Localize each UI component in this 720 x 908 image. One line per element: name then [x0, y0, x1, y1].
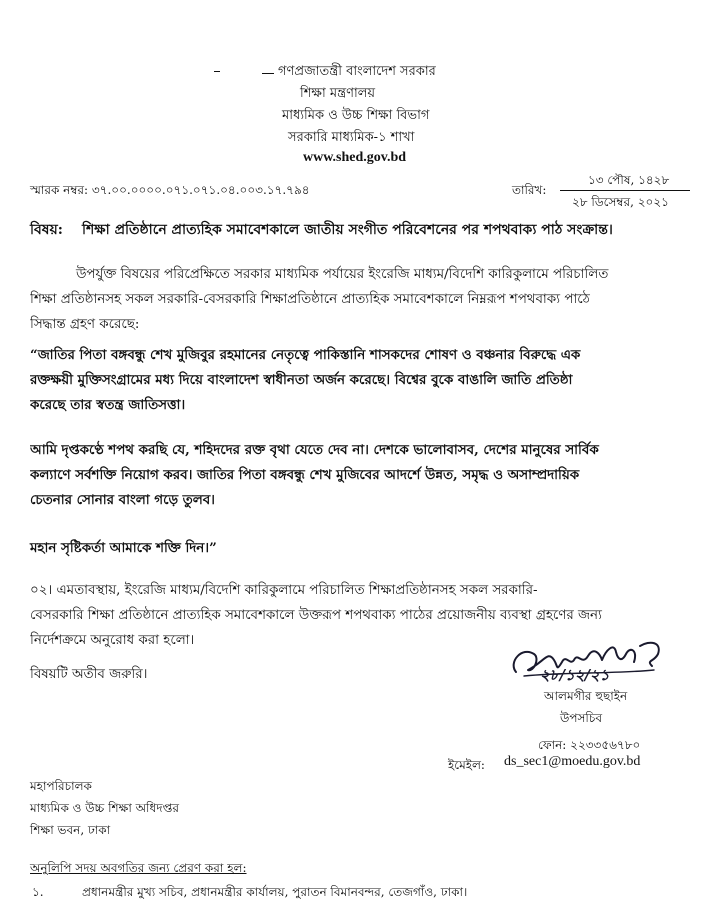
para-two-line: ০২। এমতাবস্থায়, ইংরেজি মাধ্যম/বিদেশি কারিকুলামে পরিচালিত শিক্ষাপ্রতিষ্ঠানসহ সকল সরকারি-	[30, 583, 538, 598]
signatory-email[interactable]: ds_sec1@moedu.gov.bd	[504, 754, 641, 769]
signatory-phone: ফোন: ২২৩৩৫৬৭৮০	[538, 738, 641, 752]
subject-text: শিক্ষা প্রতিষ্ঠানে প্রাত্যহিক সমাবেশকালে জাতীয় সংগীত পরিবেশনের পর শপথবাক্য পাঠ সংক্রান্ত।	[82, 222, 613, 238]
para-two-line: বেসরকারি শিক্ষা প্রতিষ্ঠানে প্রাত্যহিক সমাবেশকালে উক্তরূপ শপথবাক্য পাঠের প্রয়োজনীয় ব্যবস্থা গ্রহণের জন্য	[30, 608, 602, 623]
oath-line: করেছে তার স্বতন্ত্র জাতিসত্তা।	[30, 397, 186, 413]
recipient-address: শিক্ষা ভবন, ঢাকা	[30, 823, 111, 837]
oath-line: “জাতির পিতা বঙ্গবন্ধু শেখ মুজিবুর রহমানের নেতৃত্বে পাকিস্তানি শাসকদের শোষণ ও বঞ্চনার বিরুদ্ধে এক	[30, 347, 581, 363]
section-name: সরকারি মাধ্যমিক-১ শাখা	[288, 130, 415, 145]
division-name: মাধ্যমিক ও উচ্চ শিক্ষা বিভাগ	[282, 108, 430, 123]
subject-label: বিষয়:	[30, 222, 63, 238]
recipient-title: মহাপরিচালক	[30, 779, 92, 793]
oath-line: রক্তক্ষয়ী মুক্তিসংগ্রামের মধ্য দিয়ে বাংলাদেশ স্বাধীনতা অর্জন করেছে। বিশ্বের বুকে বাঙালি জাতি প্রতিষ্ঠা	[30, 372, 573, 388]
email-label: ইমেইল:	[448, 758, 485, 772]
recipient-office: মাধ্যমিক ও উচ্চ শিক্ষা অধিদপ্তর	[30, 801, 179, 815]
ministry-name: শিক্ষা মন্ত্রণালয়	[300, 86, 376, 101]
oath-closing: মহান সৃষ্টিকর্তা আমাকে শক্তি দিন।”	[30, 540, 217, 556]
oath-paragraph-2	[30, 438, 694, 513]
copy-item-text: প্রধানমন্ত্রীর মুখ্য সচিব, প্রধানমন্ত্রীর কার্যালয়, পুরাতন বিমানবন্দর, তেজগাঁও, ঢাকা।	[82, 885, 468, 899]
scan-mark	[214, 71, 220, 72]
header-dash	[262, 73, 274, 74]
oath-line: কল্যাণে সর্বশক্তি নিয়োগ করব। জাতির পিতা বঙ্গবন্ধু শেখ মুজিবের আদর্শে উন্নত, সমৃদ্ধ ও অসাম্প্রদায়িক	[30, 467, 580, 483]
website-link[interactable]: www.shed.gov.bd	[303, 150, 407, 165]
date-label: তারিখ:	[512, 183, 547, 197]
oath-line: চেতনার সোনার বাংলা গড়ে তুলব।	[30, 492, 215, 508]
signatory-name: আলমগীর হুছাইন	[544, 689, 628, 703]
signature-date: ২৮/১২/২১	[540, 666, 610, 684]
intro-paragraph	[30, 262, 694, 337]
oath-paragraph-1	[30, 343, 694, 418]
memo-ref: স্মারক নম্বর: ৩৭.০০.০০০০.০৭১.০৭১.০৪.০০৩.১৭.৭৯৪	[30, 183, 310, 197]
para-two-line: নির্দেশক্রমে অনুরোধ করা হলো।	[30, 633, 195, 648]
date-bangla: ১৩ পৌষ, ১৪২৮	[588, 173, 670, 187]
intro-line: শিক্ষা প্রতিষ্ঠানসহ সকল সরকারি-বেসরকারি শিক্ষাপ্রতিষ্ঠানে প্রাত্যহিক সমাবেশকালে নিম্নরূপ শপথবাক্য পাঠে	[30, 292, 590, 307]
copy-heading: অনুলিপি সদয় অবগতির জন্য প্রেরণ করা হল:	[30, 861, 247, 875]
date-gregorian: ২৮ ডিসেম্বর, ২০২১	[572, 195, 669, 209]
intro-line: সিদ্ধান্ত গ্রহণ করেছে:	[30, 317, 140, 332]
intro-line: উপর্যুক্ত বিষয়ের পরিপ্রেক্ষিতে সরকার মাধ্যমিক পর্যায়ের ইংরেজি মাধ্যম/বিদেশি কারিকুলামে পরিচালিত	[76, 267, 609, 282]
govt-name: গণপ্রজাতন্ত্রী বাংলাদেশ সরকার	[278, 64, 436, 79]
copy-item-number: ১.	[32, 885, 44, 899]
urgent-note: বিষয়টি অতীব জরুরি।	[30, 667, 148, 682]
signatory-designation: উপসচিব	[560, 711, 603, 725]
oath-line: আমি দৃপ্তকণ্ঠে শপথ করছি যে, শহিদদের রক্ত বৃথা যেতে দেব না। দেশকে ভালোবাসব, দেশের মানুষের সার্বিক	[30, 442, 599, 458]
date-divider	[560, 190, 690, 191]
